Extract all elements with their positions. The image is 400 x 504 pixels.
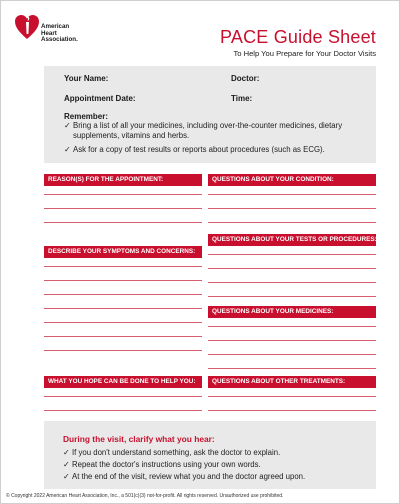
writing-line[interactable] [208,368,376,369]
visit-tip-1 [63,448,280,457]
reminder-item-1 [64,121,364,140]
reminder-1-text: Bring a list of all your medicines, including over-the-counter medicines, dietary supplements, vitamins and herbs. [73,121,343,140]
section-tests-banner: QUESTIONS ABOUT YOUR TESTS OR PROCEDURES: [208,234,376,246]
writing-line[interactable] [208,208,376,209]
copyright-notice: © Copyright 2022 American Heart Association, Inc., a 501(c)(3) not-for-profit. All rights reserved. Unauthorized use prohibited. [6,493,284,499]
logo-text-line-3: Association. [41,36,78,44]
reminder-2-text: Ask for a copy of test results or reports about procedures (such as ECG). [73,145,325,154]
check-icon: ✓ [63,472,70,481]
visit-tip-3 [63,472,305,481]
writing-line[interactable] [44,280,202,281]
your-name-label: Your Name: [64,74,109,83]
writing-line[interactable] [208,254,376,255]
writing-line[interactable] [208,222,376,223]
writing-line[interactable] [44,410,202,411]
time-label: Time: [231,94,253,103]
visit-tip-2-text: Repeat the doctor's instructions using your own words. [72,460,261,469]
writing-line[interactable] [208,268,376,269]
logo-text-line-1: American [41,23,70,30]
writing-line[interactable] [44,350,202,351]
writing-line[interactable] [208,194,376,195]
heart-torch-icon [14,12,40,42]
doctor-label: Doctor: [231,74,260,83]
writing-line[interactable] [44,194,202,195]
page-subtitle: To Help You Prepare for Your Doctor Visits [233,49,376,58]
visit-tip-1-text: If you don't understand something, ask the doctor to explain. [72,448,281,457]
writing-line[interactable] [44,266,202,267]
check-icon: ✓ [64,121,71,130]
appointment-date-label: Appointment Date: [64,94,136,103]
writing-line[interactable] [208,340,376,341]
reminder-item-2 [64,145,374,155]
writing-line[interactable] [208,396,376,397]
check-icon: ✓ [63,460,70,469]
writing-line[interactable] [44,336,202,337]
writing-line[interactable] [208,282,376,283]
writing-line[interactable] [44,308,202,309]
section-symptoms-banner: DESCRIBE YOUR SYMPTOMS AND CONCERNS: [44,246,202,258]
writing-line[interactable] [208,296,376,297]
visit-tips-box [44,421,376,489]
section-reasons-banner: REASON(S) FOR THE APPOINTMENT: [44,174,202,186]
logo-text-line-2: Heart [41,29,57,37]
section-medicines-banner: QUESTIONS ABOUT YOUR MEDICINES: [208,306,376,318]
aha-logo [14,10,94,52]
visit-tip-2 [63,460,261,469]
writing-line[interactable] [208,326,376,327]
writing-line[interactable] [44,294,202,295]
writing-line[interactable] [44,396,202,397]
section-condition-banner: QUESTIONS ABOUT YOUR CONDITION: [208,174,376,186]
visit-tip-3-text: At the end of the visit, review what you and the doctor agreed upon. [72,472,306,481]
writing-line[interactable] [208,354,376,355]
section-treatments-banner: QUESTIONS ABOUT OTHER TREATMENTS: [208,376,376,388]
page-title: PACE Guide Sheet [220,27,376,47]
section-hope-banner: WHAT YOU HOPE CAN BE DONE TO HELP YOU: [44,376,202,388]
writing-line[interactable] [44,208,202,209]
patient-info-box [44,66,376,163]
check-icon: ✓ [63,448,70,457]
remember-label: Remember: [64,112,109,121]
check-icon: ✓ [64,145,71,154]
logo-wordmark [41,24,78,44]
writing-line[interactable] [44,322,202,323]
writing-line[interactable] [44,222,202,223]
visit-tips-heading: During the visit, clarify what you hear: [63,434,215,444]
writing-line[interactable] [208,410,376,411]
